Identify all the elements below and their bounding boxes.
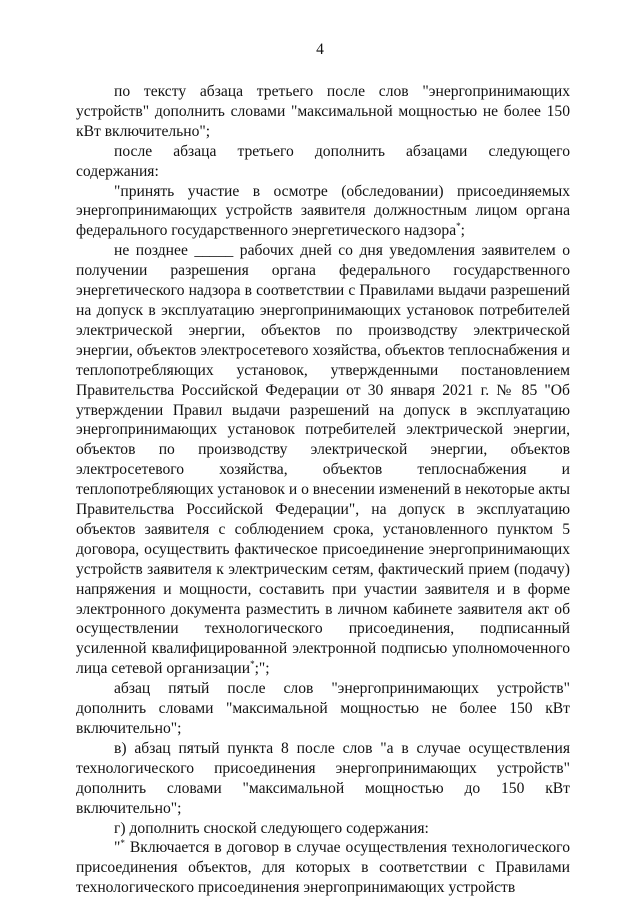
paragraph-ending: ;"; [254,660,270,678]
paragraph-text: Включается в договор в случае осуществления технологического присоединения объектов, для которых в соответствии с Правилами технологического присоединения энергопринимающих устройств [76,839,570,897]
paragraph-text: не позднее _____ рабочих дней со дня уведомления заявителем о получении разрешения органа федерального государственного энергетического надзора в соответствии с Правилами выдачи разрешений на допуск в эксплуатацию энергопринимающих установок потребителей электрической энергии, объектов по производству электрической энергии, объектов электросетевого хозяйства, объектов теплоснабжения и теплопотребляющих установок, утвержденными постановлением Правительства Российской Федерации от 30 января 2021 г. № 85 "Об утверждении Правил выдачи разрешений на допуск в эксплуатацию энергопринимающих установок потребителей электрической энергии, объектов по производству электрической энергии, объектов электросетевого хозяйства, объектов теплоснабжения и теплопотребляющих установок и о внесении изменений в некоторые акты Правительства Российской Федерации", на допуск в эксплуатацию объектов заявителя с соблюдением срока, установленного пунктом 5 договора, осуществить фактическое присоединение энергопринимающих устройств заявителя к электрическим сетям, фактический прием (подачу) напряжения и мощности, составить при участии заявителя и в форме электронного документа разместить в личном кабинете заявителя акт об осуществлении технологического присоединения, подписанный усиленной квалифицированной электронной подписью уполномоченного лица сетевой организации [76,242,571,678]
paragraph-text: по тексту абзаца третьего после слов "энергопринимающих устройств" дополнить словами "максимальной мощностью не более 150 кВт включительно"; [76,83,570,140]
paragraph [76,82,570,142]
paragraph-text: в) абзац пятый пункта 8 после слов "а в случае осуществления технологического присоединения энергопринимающих устройств" дополнить словами "максимальной мощностью до 150 кВт включительно"; [76,739,570,817]
paragraph-text: "принять участие в осмотре (обследовании) присоединяемых энергопринимающих устройств заявителя должностным лицом органа федерального государственного энергетического надзора [76,182,570,240]
paragraph [76,679,570,739]
open-quote: " [114,839,121,857]
page-number: 4 [316,41,324,58]
document-body [76,82,570,898]
paragraph [76,739,570,819]
paragraph-text: абзац пятый после слов "энергопринимающих устройств" дополнить словами "максимальной мощностью не более 150 кВт включительно"; [76,680,570,737]
paragraph-ending: ; [460,222,465,240]
footnote-paragraph [76,838,570,898]
paragraph-text: после абзаца третьего дополнить абзацами следующего содержания: [76,142,570,180]
footnote-mark: * [250,659,255,670]
footnote-mark: * [120,838,125,849]
paragraph [76,142,570,182]
footnote-mark: * [456,221,461,232]
paragraph-text: г) дополнить сноской следующего содержания: [114,819,429,837]
paragraph [76,241,570,679]
paragraph [76,182,570,242]
paragraph [76,819,570,839]
